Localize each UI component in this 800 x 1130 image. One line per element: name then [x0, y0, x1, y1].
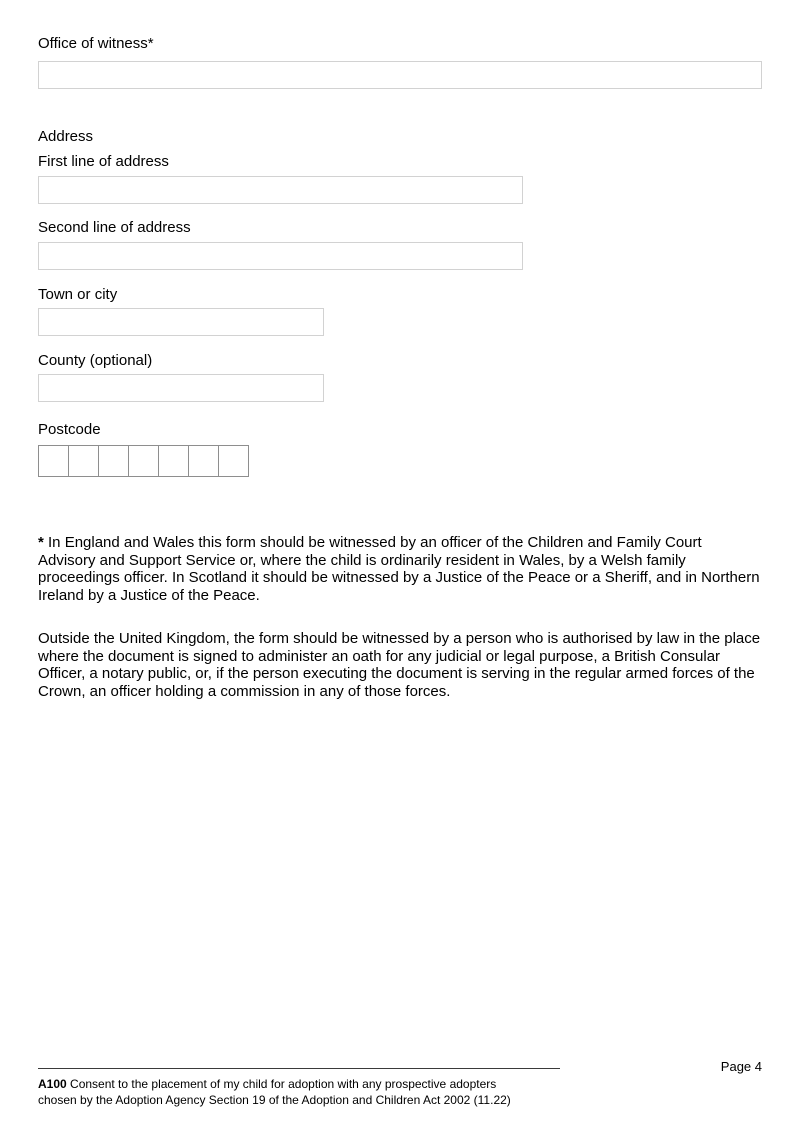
- address-heading: Address: [38, 128, 94, 145]
- town-or-city-input[interactable]: [38, 308, 324, 336]
- office-of-witness-input[interactable]: [38, 61, 762, 89]
- postcode-cell[interactable]: [98, 445, 129, 477]
- postcode-cell[interactable]: [128, 445, 159, 477]
- footer-rule: [38, 1068, 560, 1069]
- county-input[interactable]: [38, 374, 324, 402]
- postcode-cell[interactable]: [158, 445, 189, 477]
- footer-form-reference: A100 Consent to the placement of my child for adoption with any prospective adopters chosen by the Adoption Agency Section 19 of the Adoption and Children Act 2002 (11.22): [38, 1077, 511, 1107]
- first-line-of-address-label: First line of address: [38, 153, 169, 170]
- second-line-of-address-input[interactable]: [38, 242, 523, 270]
- second-line-of-address-label: Second line of address: [38, 219, 191, 236]
- office-of-witness-label: Office of witness*: [38, 35, 154, 52]
- postcode-label: Postcode: [38, 421, 101, 438]
- town-or-city-label: Town or city: [38, 286, 118, 303]
- county-label: County (optional): [38, 352, 153, 369]
- footer-form-code: A100: [38, 1077, 67, 1091]
- postcode-cell[interactable]: [218, 445, 249, 477]
- witness-note-uk: * In England and Wales this form should be witnessed by an officer of the Children and Family Court Advisory and Support Service or, where the child is ordinarily resident in Wales, by a Welsh family proceedings officer. In Scotland it should be witnessed by a Justice of the Peace or a Sheriff, and in Northern Ireland by a Justice of the Peace.: [38, 534, 760, 604]
- postcode-boxes: [38, 445, 762, 477]
- footnote-asterisk: *: [38, 534, 44, 551]
- page-number: Page 4: [720, 1059, 762, 1074]
- postcode-cell[interactable]: [188, 445, 219, 477]
- postcode-cell[interactable]: [68, 445, 99, 477]
- first-line-of-address-input[interactable]: [38, 176, 523, 204]
- witness-note-outside-uk: Outside the United Kingdom, the form should be witnessed by a person who is authorised by law in the place where the document is signed to administer an oath for any judicial or legal purpose, a British Consular Officer, a notary public, or, if the person executing the document is serving in the regular armed forces of the Crown, an officer holding a commission in any of those forces.: [38, 630, 761, 700]
- postcode-cell[interactable]: [38, 445, 69, 477]
